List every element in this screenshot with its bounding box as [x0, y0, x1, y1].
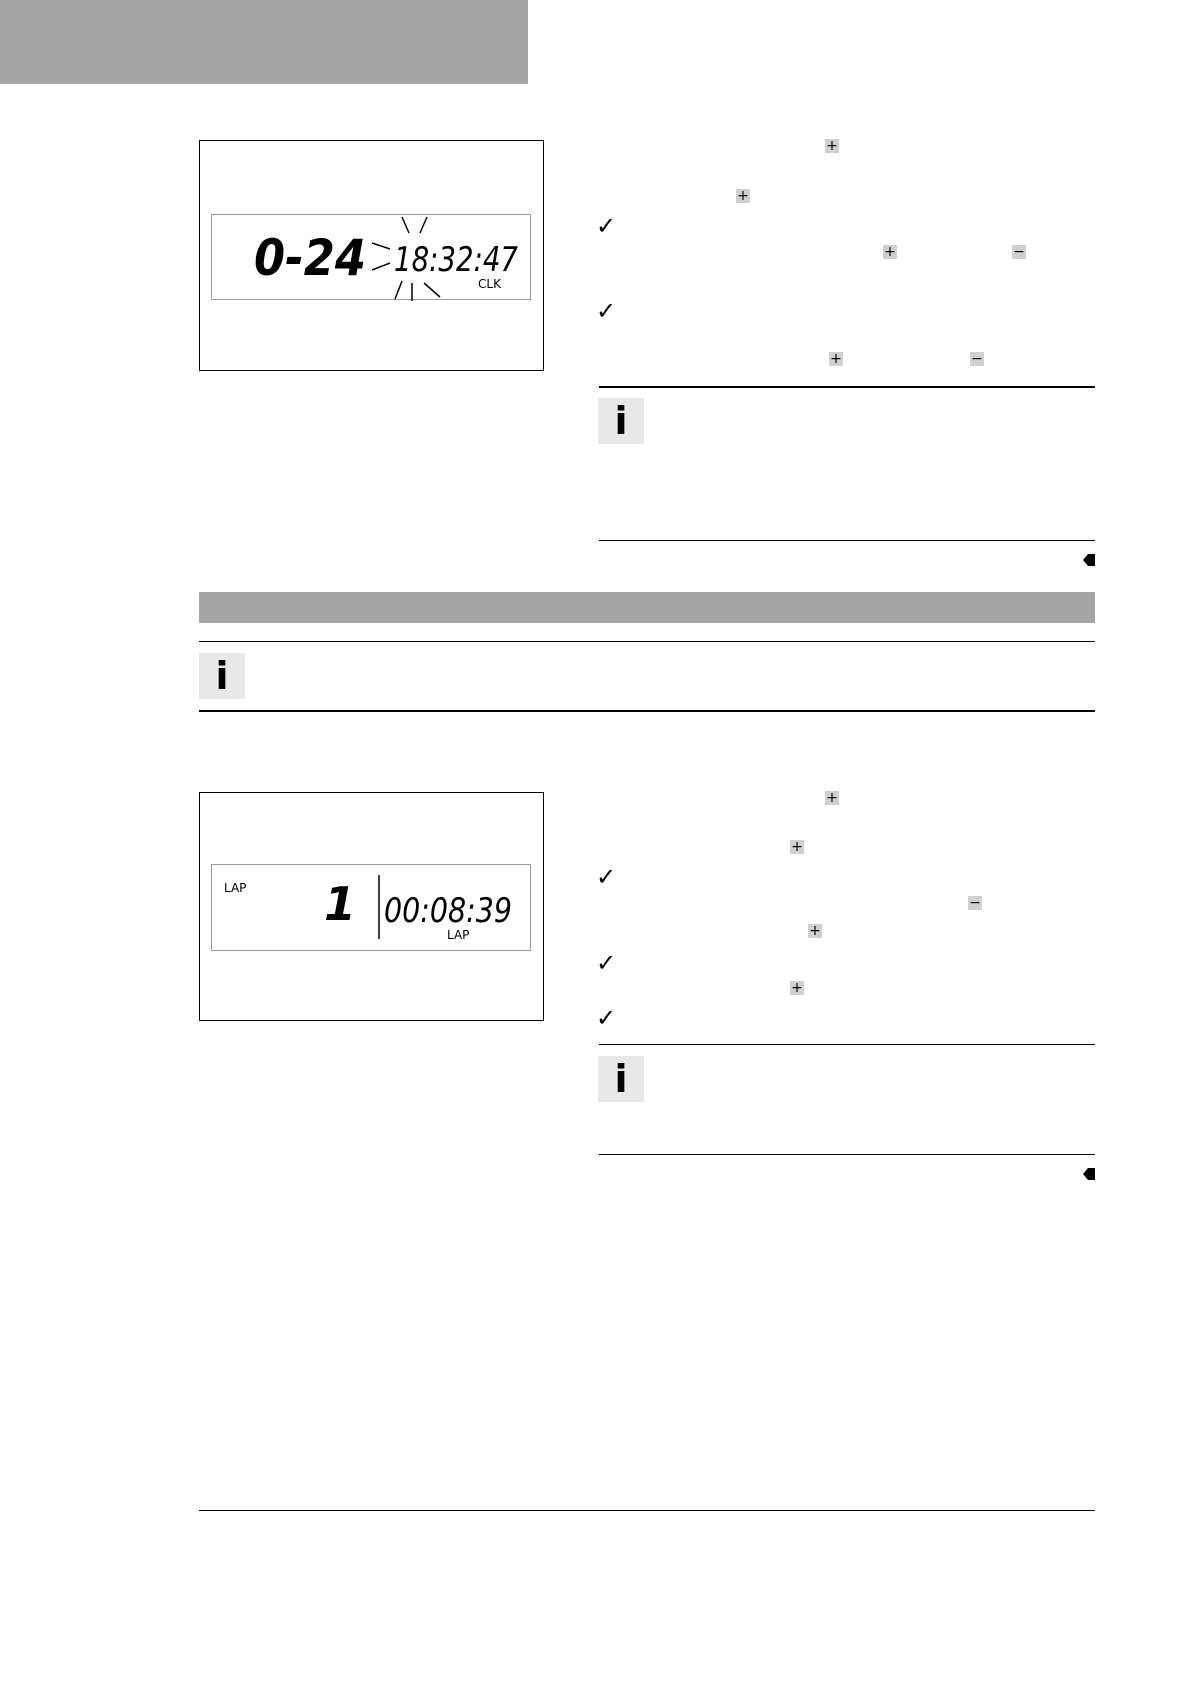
plus-key-icon: + [884, 244, 896, 260]
figure-lap-display [199, 792, 544, 1021]
header-band [0, 0, 528, 84]
plus-key-icon: + [737, 188, 749, 204]
check-icon: ✓ [596, 1004, 617, 1032]
minus-key-icon: − [969, 895, 981, 911]
plus-key-icon: + [826, 138, 838, 154]
figure-clock-display [199, 140, 544, 371]
info-rule-bottom [599, 540, 1095, 541]
plus-key-icon: + [791, 980, 803, 996]
check-icon: ✓ [596, 297, 617, 325]
end-of-section-icon [1083, 554, 1095, 566]
footer-rule [199, 1510, 1095, 1511]
check-icon: ✓ [596, 949, 617, 977]
plus-key-icon: + [826, 790, 838, 806]
lcd-panel [211, 214, 531, 300]
lcd-clock-graphic [212, 215, 532, 301]
lcd-unit-label: CLK [478, 277, 501, 291]
lcd-lap-label: LAP [224, 881, 247, 895]
plus-key-icon: + [830, 351, 842, 367]
plus-key-icon: + [809, 923, 821, 939]
lcd-lap-graphic [212, 865, 532, 952]
info-icon: i [598, 398, 644, 444]
info-rule-top [599, 1044, 1095, 1045]
check-icon: ✓ [596, 863, 617, 891]
info-rule-bottom [599, 1154, 1095, 1155]
info-icon: i [199, 653, 245, 699]
minus-key-icon: − [971, 351, 983, 367]
plus-key-icon: + [791, 839, 803, 855]
lcd-lap-time: 00:08:39 [384, 891, 512, 931]
lcd-unit-label: LAP [447, 928, 470, 942]
info-rule-top [599, 386, 1095, 388]
lcd-panel [211, 864, 531, 951]
lcd-time-value: 18:32:47 [394, 240, 519, 280]
lcd-lap-number: 1 [324, 877, 357, 931]
end-of-section-icon [1083, 1168, 1095, 1180]
note-rule-bottom [199, 710, 1095, 712]
note-rule-top [199, 641, 1095, 642]
minus-key-icon: − [1013, 244, 1025, 260]
lcd-left-value: 0-24 [254, 229, 366, 287]
section-heading-bar [199, 592, 1095, 623]
info-icon: i [598, 1056, 644, 1102]
check-icon: ✓ [596, 212, 617, 240]
